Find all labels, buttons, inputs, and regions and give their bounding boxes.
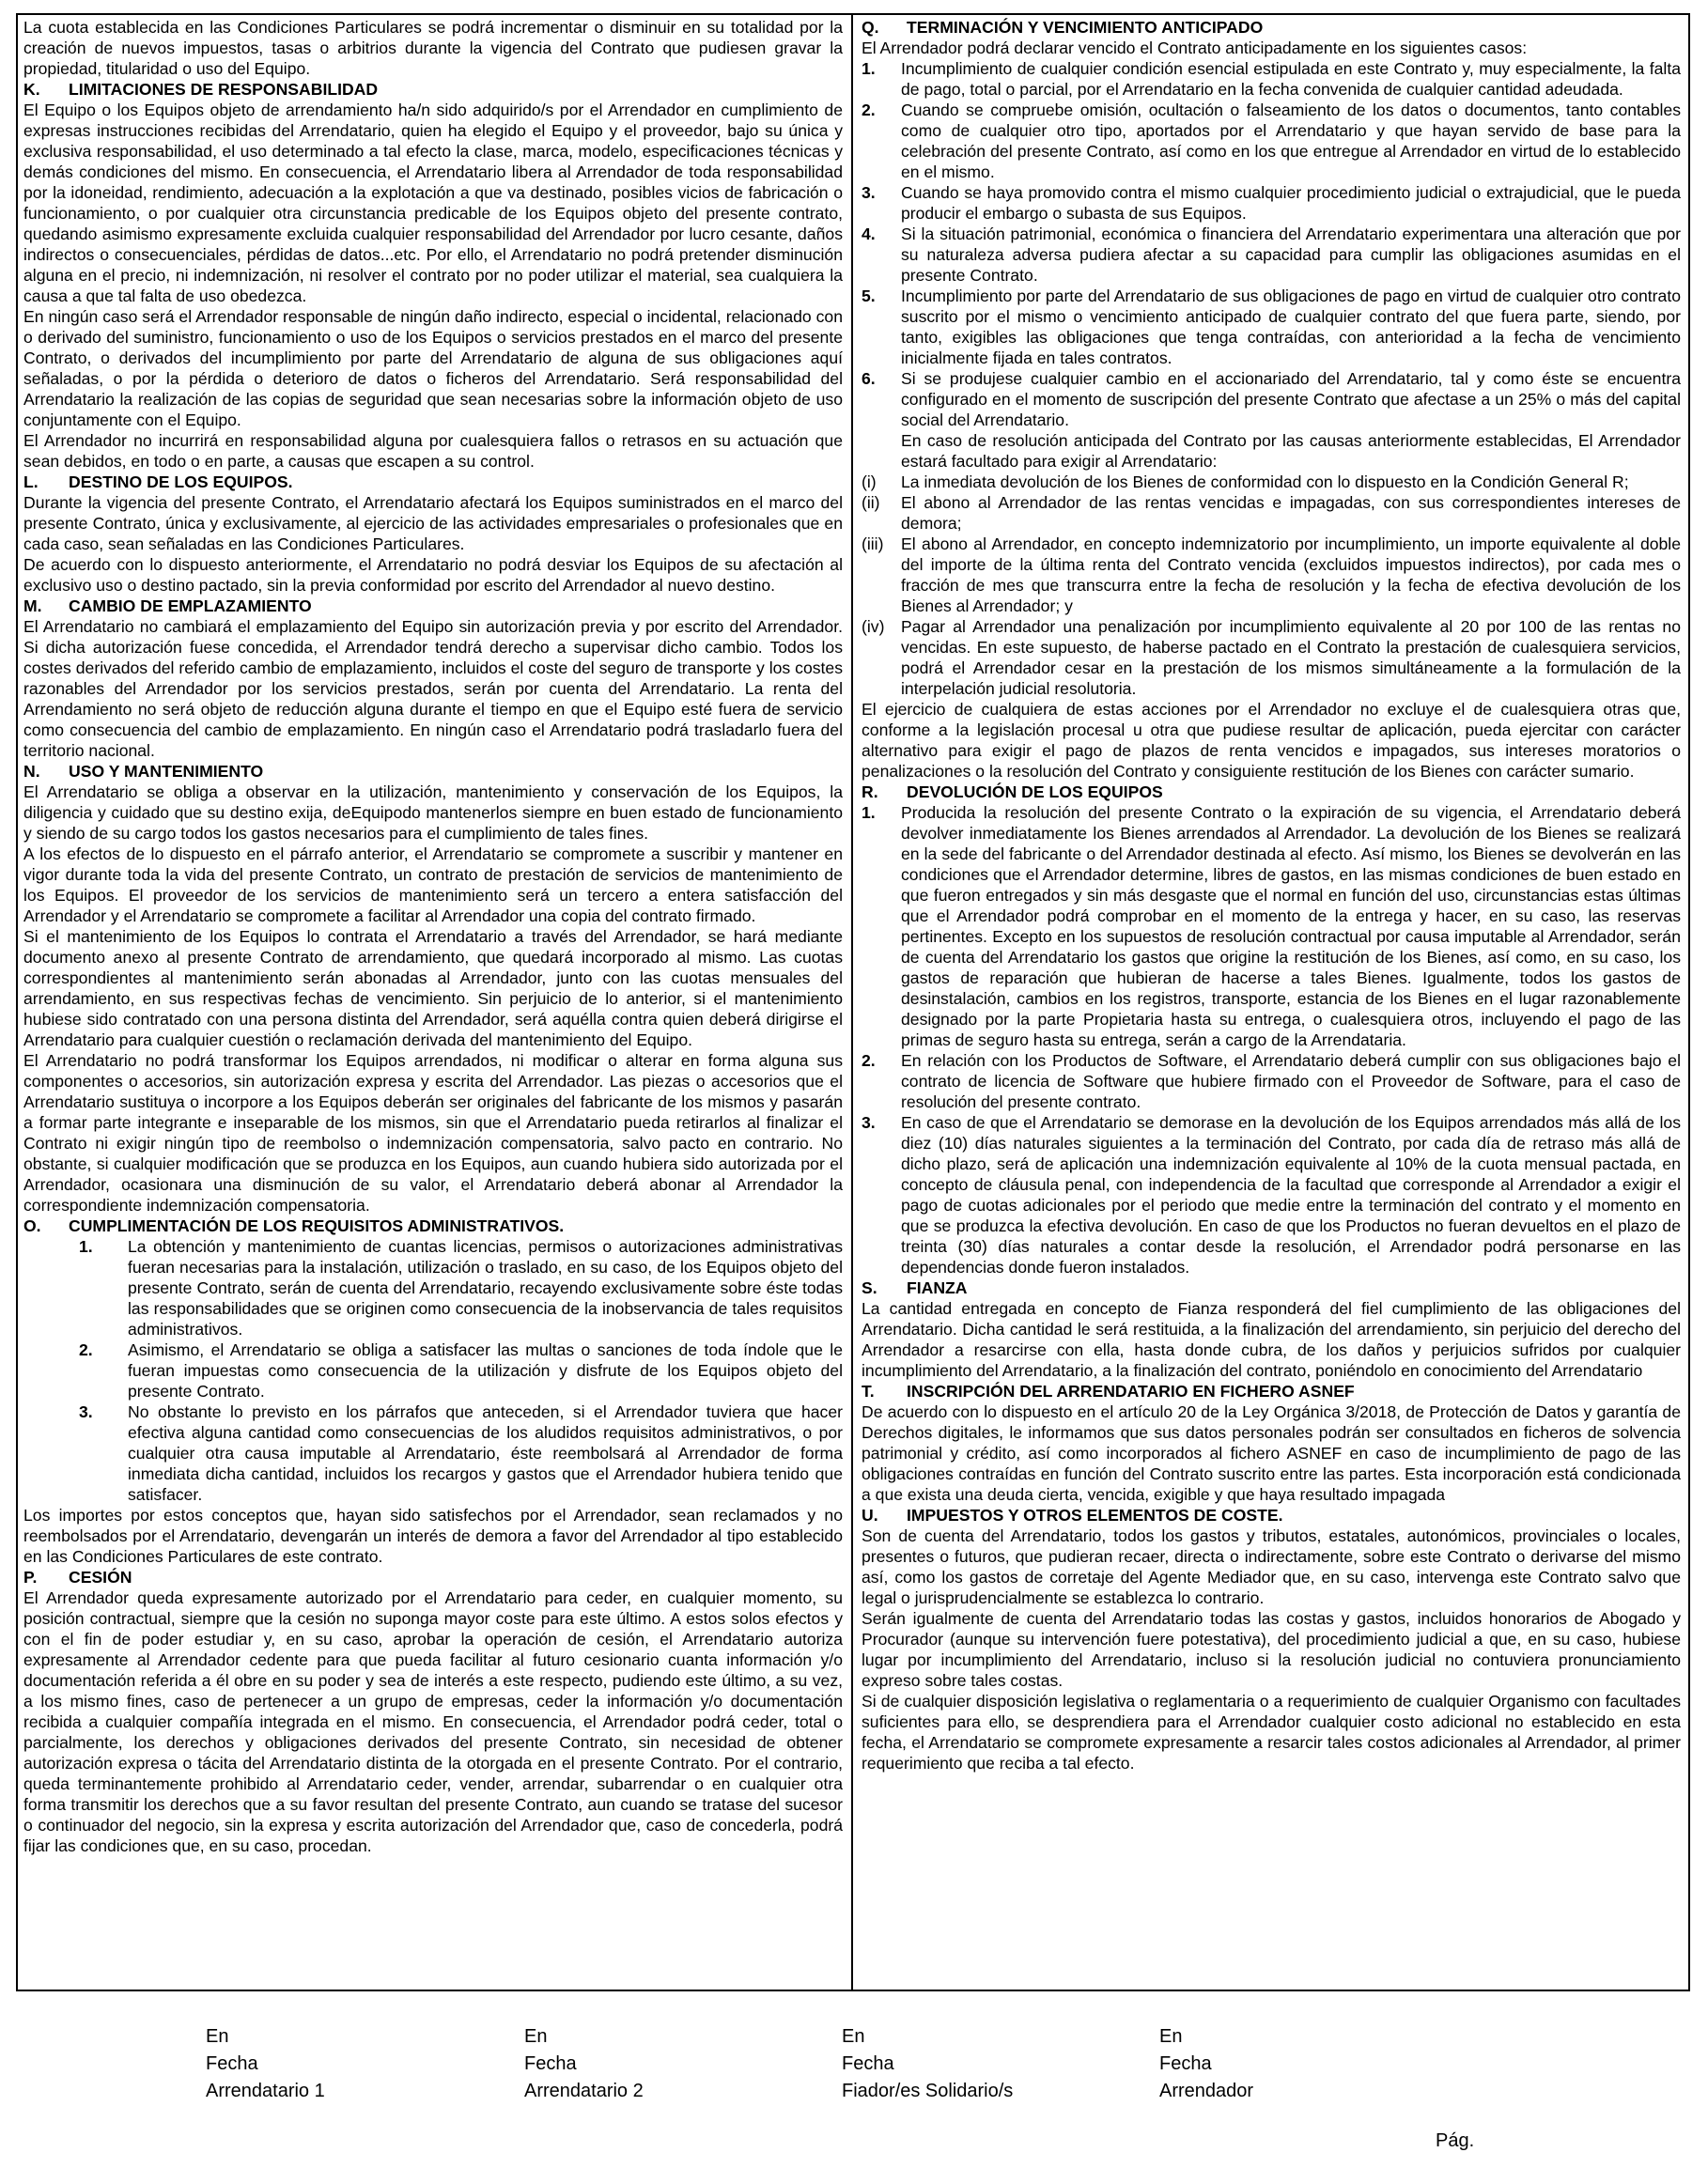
- signature-role: Arrendatario 1: [206, 2081, 325, 2101]
- signature-date: Fecha: [1159, 2053, 1212, 2074]
- section-n-paragraph: El Arrendatario se obliga a observar en la utilización, mantenimiento y conservación de los Equipos, la diligencia y cuidado que su destino exija, deEquipodo mantenerlos siempre en buen estado de funcionamiento y siendo de su cargo todos los gastos necesarios para el cumplimiento de tales fines.: [23, 782, 843, 843]
- roman-item: (ii) El abono al Arrendador de las rentas vencidas e impagadas, con sus correspondientes intereses de demora;: [862, 493, 1681, 533]
- intro-paragraph: La cuota establecida en las Condiciones Particulares se podrá incrementar o disminuir en su totalidad por la creación de nuevos impuestos, tasas o arbitrios durante la vigencia del Contrato que pudiesen gravar la propiedad, titularidad o uso del Equipo.: [23, 18, 843, 78]
- section-o-heading: O. CUMPLIMENTACIÓN DE LOS REQUISITOS ADMINISTRATIVOS.: [23, 1216, 565, 1235]
- signature-block-arrendatario-2: [524, 2023, 644, 2105]
- section-p-paragraph: El Arrendador queda expresamente autorizado por el Arrendatario para ceder, en cualquier momento, su posición contractual, siempre que la cesión no suponga mayor coste para este último. A estos solos efectos y con el fin de poder estudiar y, en su caso, aprobar la operación de cesión, el Arrendatario autoriza expresamente al Arrendador cedente para que pueda facilitar al futuro cesionario cuanta información y/o documentación referida a él obre en su poder y sea de interés a este respecto, pudiendo este último, a su vez, a los mismo fines, caso de pertenecer a un grupo de empresas, ceder la información y/o documentación recibida a cualquier compañía integrada en el mismo. En consecuencia, el Arrendador podrá ceder, total o parcialmente, los derechos y obligaciones derivados del presente Contrato, sin necesidad de obtener autorización expresa o tácita del Arrendatario distinta de la otorgada en el presente Contrato. Por el contrario, queda terminantemente prohibido al Arrendatario ceder, vender, arrendar, subarrendar o en cualquier otra forma transmitir los derechos que a su favor resultan del presente Contrato, aun cuando se tratase del sucesor o continuador del negocio, sin la expresa y escrita autorización del Arrendador que, caso de concederla, podrá fijar las condiciones que, en su caso, procedan.: [23, 1588, 843, 1855]
- list-item: 2. Asimismo, el Arrendatario se obliga a satisfacer las multas o sanciones de toda índole que le fueran impuestas como consecuencia de la utilización y disfrute de los Equipos objeto del presente Contrato.: [79, 1340, 843, 1401]
- section-r-heading: R. DEVOLUCIÓN DE LOS EQUIPOS: [862, 782, 1163, 801]
- section-m-paragraph: El Arrendatario no cambiará el emplazamiento del Equipo sin autorización previa y por escrito del Arrendador. Si dicha autorización fuese concedida, el Arrendador tendrá derecho a supervisar dicho cambio. Todos los costes derivados del referido cambio de emplazamiento, incluidos el coste del seguro de transporte y los costes razonables del Arrendador por los servicios prestados, serán por cuenta del Arrendatario. La renta del Arrendamiento no será objeto de reducción alguna durante el tiempo en que el Equipo esté fuera de servicio como consecuencia del cambio de emplazamiento. En ningún caso el Arrendatario podrá trasladarlo fuera del territorio nacional.: [23, 617, 843, 760]
- signature-place: En: [1159, 2026, 1183, 2047]
- signature-place: En: [206, 2026, 229, 2047]
- section-s-paragraph: La cantidad entregada en concepto de Fianza responderá del fiel cumplimiento de las obligaciones del Arrendatario. Dicha cantidad le será restituida, a la finalización del arrendamiento, sin perjuicio del derecho del Arrendador a resarcirse con ella, hasta donde cubra, de los daños y perjuicios sufridos por cualquier incumplimiento del Arrendatario, a la finalización del contrato, poniéndolo en conocimiento del Arrendatario: [862, 1299, 1681, 1380]
- section-t-paragraph: De acuerdo con lo dispuesto en el artículo 20 de la Ley Orgánica 3/2018, de Protección de Datos y garantía de Derechos digitales, le informamos que sus datos personales podrán ser consultados en ficheros de solvencia patrimonial y crédito, así como incorporados al fichero ASNEF en caso de incumplimiento de pago de las obligaciones contraídas en función del Contrato suscrito entre las partes. Esta incorporación está condicionada a que exista una deuda cierta, vencida, exigible y que haya resultado impagada: [862, 1402, 1681, 1504]
- section-n-paragraph: El Arrendatario no podrá transformar los Equipos arrendados, ni modificar o alterar en forma alguna sus componentes o accesorios, sin autorización expresa y escrita del Arrendador. Las piezas o accesorios que el Arrendatario sustituya o incorpore a los Equipos deberán ser originales del fabricante de los mismos y pasarán a formar parte integrante e inseparable de los mismos, sin que el Arrendatario pueda retirarlos al finalizar el Contrato ni exigir ningún tipo de reembolso o indemnización compensatoria, salvo pacto en contrario. No obstante, si cualquier modificación que se produzca en los Equipos, aun cuando hubiera sido autorizada por el Arrendador, ocasionara una disminución de su valor, el Arrendatario deberá abonar al Arrendador la correspondiente indemnización compensatoria.: [23, 1051, 843, 1215]
- list-item: 2. Cuando se compruebe omisión, ocultación o falseamiento de los datos o documentos, tanto contables como de cualquier otro tipo, aportados por el Arrendatario y que hayan servido de base para la celebración del presente Contrato, así como en los que entregue al Arrendador en virtud de lo establecido en el mismo.: [862, 101, 1681, 181]
- signature-role: Arrendador: [1159, 2081, 1254, 2101]
- section-k-heading: K. LIMITACIONES DE RESPONSABILIDAD: [23, 80, 379, 99]
- signature-role: Arrendatario 2: [524, 2081, 644, 2101]
- left-column: [23, 17, 843, 1986]
- section-u-paragraph: Si de cualquier disposición legislativa o reglamentaria o a requerimiento de cualquier Organismo con facultades suficientes para ello, se desprendiera para el Arrendador cualquier costo adicional no establecido en esta fecha, el Arrendatario se compromete expresamente a resarcir tales costos adicionales al Arrendador, al primer requerimiento que reciba a tal efecto.: [862, 1692, 1681, 1773]
- section-u-heading: U. IMPUESTOS Y OTROS ELEMENTOS DE COSTE.: [862, 1506, 1283, 1525]
- section-p-heading: P. CESIÓN: [23, 1568, 132, 1587]
- list-item: 3. Cuando se haya promovido contra el mismo cualquier procedimiento judicial o extrajudicial, que le pueda producir el embargo o subasta de sus Equipos.: [862, 183, 1681, 223]
- section-l-heading: L. DESTINO DE LOS EQUIPOS.: [23, 472, 293, 491]
- signature-block-arrendatario-1: [206, 2023, 325, 2105]
- list-item: 1. La obtención y mantenimiento de cuantas licencias, permisos o autorizaciones administrativas fueran necesarias para la instalación, utilización o traslado, en su caso, de los Equipos objeto del presente Contrato, serán de cuenta del Arrendatario, recayendo exclusivamente sobre éste todas las responsabilidades que se originen como consecuencia de la inobservancia de tales requisitos administrativos.: [79, 1237, 843, 1339]
- section-l-paragraph: Durante la vigencia del presente Contrato, el Arrendatario afectará los Equipos suministrados en el marco del presente Contrato, única y exclusivamente, al ejercicio de las actividades empresariales o profesionales que en cada caso, sean señaladas en las Condiciones Particulares.: [23, 493, 843, 553]
- list-item: 3. No obstante lo previsto en los párrafos que anteceden, si el Arrendador tuviera que hacer efectiva alguna cantidad como consecuencias de los aludidos requisitos administrativos, o por cualquier otra causa imputable al Arrendatario, éste reembolsará al Arrendador de forma inmediata dicha cantidad, incluidos los recargos y gastos que el Arrendador hubiera tenido que satisfacer.: [79, 1402, 843, 1504]
- roman-item: (iii) El abono al Arrendador, en concepto indemnizatorio por incumplimiento, un importe equivalente al doble del importe de la última renta del Contrato vencida (excluidos impuestos indirectos), por cada mes o fracción de mes que transcurra entre la fecha de resolución y la fecha de efectiva devolución de los Bienes al Arrendador; y: [862, 534, 1681, 615]
- roman-item: (i) La inmediata devolución de los Bienes de conformidad con lo dispuesto en la Condición General R;: [862, 472, 1629, 491]
- section-u-paragraph: Serán igualmente de cuenta del Arrendatario todas las costas y gastos, incluidos honorarios de Abogado y Procurador (aunque su intervención fuere potestativa), del procedimiento judicial a que, en su caso, hubiese lugar por incumplimiento del Arrendatario, incluso si la resolución judicial no contuviera pronunciamiento expreso sobre tales costas.: [862, 1609, 1681, 1690]
- signature-date: Fecha: [842, 2053, 894, 2074]
- roman-item: (iv) Pagar al Arrendador una penalización por incumplimiento equivalente al 20 por 100 de las rentas no vencidas. En este supuesto, de haberse pactado en el Contrato la prestación de cualesquiera servicios, podrá el Arrendador cesar en la prestación de los mismos simultáneamente a la formulación de la interpelación judicial resolutoria.: [862, 617, 1681, 698]
- section-o-paragraph: Los importes por estos conceptos que, hayan sido satisfechos por el Arrendador, sean reclamados y no reembolsados por el Arrendatario, devengarán un interés de demora a favor del Arrendador al tipo establecido en las Condiciones Particulares de este contrato.: [23, 1506, 843, 1566]
- section-q-heading: Q. TERMINACIÓN Y VENCIMIENTO ANTICIPADO: [862, 18, 1264, 37]
- page-number-label: Pág.: [1436, 2130, 1475, 2151]
- section-l-paragraph: De acuerdo con lo dispuesto anteriormente, el Arrendatario no podrá desviar los Equipos de su afectación al exclusivo uso o destino pactado, sin la previa conformidad por escrito del Arrendador al nuevo destino.: [23, 555, 843, 595]
- signature-place: En: [842, 2026, 865, 2047]
- right-column: [862, 17, 1681, 1986]
- signature-block-fiador: [842, 2023, 1013, 2105]
- section-n-heading: N. USO Y MANTENIMIENTO: [23, 762, 264, 781]
- signature-date: Fecha: [206, 2053, 258, 2074]
- column-divider: [851, 13, 853, 1991]
- section-u-paragraph: Son de cuenta del Arrendatario, todos los gastos y tributos, estatales, autonómicos, provinciales o locales, presentes o futuros, que pudieran recaer, directa o indirectamente, sobre este Contrato o derivarse del mismo así, como los gastos de corretaje del Agente Mediador que, en su caso, intervenga este Contrato salvo que legal o jurisprudencialmente se establezca lo contrario.: [862, 1526, 1681, 1607]
- section-k-paragraph: El Arrendador no incurrirá en responsabilidad alguna por cualesquiera fallos o retrasos en su actuación que sean debidos, en todo o en parte, a causas que escapen a su control.: [23, 431, 843, 471]
- section-q-paragraph: El ejercicio de cualquiera de estas acciones por el Arrendador no excluye el de cualesquiera otras que, conforme a la legislación procesal u otra que pudiese resultar de aplicación, pueda ejercitar con carácter alternativo para exigir el pago de plazos de renta vencidos e impagados, sus intereses moratorios o penalizaciones o la resolución del Contrato y consiguiente restitución de los Bienes con carácter sumario.: [862, 700, 1681, 781]
- section-k-paragraph: El Equipo o los Equipos objeto de arrendamiento ha/n sido adquirido/s por el Arrendador en cumplimiento de expresas instrucciones recibidas del Arrendatario, quien ha elegido el Equipo y el proveedor, bajo su única y exclusiva responsabilidad, el uso determinado a tal efecto la clase, marca, modelo, especificaciones técnicas y demás condiciones del mismo. En consecuencia, el Arrendatario libera al Arrendador de toda responsabilidad por la idoneidad, rendimiento, adecuación a la explotación a que va destinado, posibles vicios de fabricación o funcionamiento, o por cualquier otra circunstancia predicable de los Equipos objeto del presente contrato, quedando asimismo expresamente excluida cualquier responsabilidad del Arrendador por lucro cesante, daños indirectos o consecuenciales, pérdidas de datos...etc. Por ello, el Arrendatario no podrá pretender disminución alguna en el precio, ni indemnización, ni resolver el contrato por no poder utilizar el material, sea cualquiera la causa a que tal falta de uso obedezca.: [23, 101, 843, 305]
- section-q-resolution: En caso de resolución anticipada del Contrato por las causas anteriormente establecidas, El Arrendador estará facultado para exigir al Arrendatario:: [901, 431, 1681, 471]
- section-t-heading: T. INSCRIPCIÓN DEL ARRENDATARIO EN FICHERO ASNEF: [862, 1382, 1355, 1401]
- list-item: 1. Producida la resolución del presente Contrato o la expiración de su vigencia, el Arrendatario deberá devolver inmediatamente los Bienes arrendados al Arrendador. La devolución de los Bienes se realizará en la sede del fabricante o del Arrendador destinada al efecto. Así mismo, los Bienes se devolverán en las condiciones que el Arrendador determine, libres de gastos, en las mismas condiciones de buen estado en que fueron entregados y sin más desgaste que el normal en función del uso, circunstancias estas últimas que el Arrendador podrá comprobar en el momento de la entrega y hacer, en su caso, las reservas pertinentes. Excepto en los supuestos de resolución contractual por causa imputable al Arrendador, serán de cuenta del Arrendatario los gastos que origine la restitución de los Bienes, así como, en su caso, los gastos de reparación que hubieran de hacerse a tales Bienes. Igualmente, todos los gastos de desinstalación, cambios en los registros, transporte, estancia de los Bienes en el lugar razonablemente designado por la parte Propietaria hasta su entrega, o cualesquiera otros, incluyendo el pago de las primas de seguro hasta su entrega, serán a cargo de la Arrendataria.: [862, 803, 1681, 1049]
- section-n-paragraph: Si el mantenimiento de los Equipos lo contrata el Arrendatario a través del Arrendador, se hará mediante documento anexo al presente Contrato de arrendamiento, que quedará incorporado al mismo. Las cuotas correspondientes al mantenimiento serán abonadas al Arrendador, junto con las cuotas mensuales del arrendamiento, en sus respectivas fechas de vencimiento. Sin perjuicio de lo anterior, si el mantenimiento hubiese sido contratado con una persona distinta del Arrendador, será aquélla contra quien deberá dirigirse el Arrendatario para cualquier cuestión o reclamación derivada del mantenimiento del Equipo.: [23, 927, 843, 1049]
- section-n-paragraph: A los efectos de lo dispuesto en el párrafo anterior, el Arrendatario se compromete a suscribir y mantener en vigor durante toda la vida del presente Contrato, un contrato de prestación de servicios de mantenimiento de los Equipos. El proveedor de los servicios de mantenimiento será un tercero a entera satisfacción del Arrendador y el Arrendatario se compromete a facilitar al Arrendador una copia del contrato firmado.: [23, 844, 843, 925]
- list-item: 3. En caso de que el Arrendatario se demorase en la devolución de los Equipos arrendados más allá de los diez (10) días naturales siguientes a la terminación del Contrato, por cada día de retraso más allá de dicho plazo, será de aplicación una indemnización equivalente al 10% de la cuota mensual pactada, en concepto de cláusula penal, con independencia de la facultad que corresponde al Arrendador a exigir el pago de cuotas adicionales por el periodo que medie entre la terminación del contrato y el momento en que se produzca la efectiva devolución. En caso de que los Productos no fueran devueltos en el plazo de treinta (30) días naturales a contar desde la resolución, el Arrendador podrá personarse en las dependencias donde fueron instalados.: [862, 1113, 1681, 1277]
- section-s-heading: S. FIANZA: [862, 1278, 968, 1297]
- list-item: 1. Incumplimiento de cualquier condición esencial estipulada en este Contrato y, muy especialmente, la falta de pago, total o parcial, por el Arrendatario en la fecha convenida de cualquier cantidad adeudada.: [862, 59, 1681, 99]
- signature-date: Fecha: [524, 2053, 577, 2074]
- section-k-paragraph: En ningún caso será el Arrendador responsable de ningún daño indirecto, especial o incidental, relacionado con o derivado del suministro, funcionamiento o uso de los Equipos o servicios prestados en el marco del presente Contrato, o derivados del incumplimiento por parte del Arrendatario de alguna de sus obligaciones aquí señaladas, o por la pérdida o deterioro de datos o ficheros del Arrendatario. Será responsabilidad del Arrendatario la realización de las copias de seguridad que sean necesarias sobre la información objeto de uso conjuntamente con el Equipo.: [23, 307, 843, 429]
- list-item: 5. Incumplimiento por parte del Arrendatario de sus obligaciones de pago en virtud de cualquier otro contrato suscrito por el mismo o vencimiento anticipado de cualquier contrato del que fuera parte, siendo, por tanto, exigibles las obligaciones que tenga contraídas, con anterioridad a la fecha de vencimiento inicialmente fijada en tales contratos.: [862, 286, 1681, 367]
- list-item: 6. Si se produjese cualquier cambio en el accionariado del Arrendatario, tal y como éste se encuentra configurado en el momento de suscripción del presente Contrato que afectase a un 25% o más del capital social del Arrendatario.: [862, 369, 1681, 429]
- signature-block-arrendador: [1159, 2023, 1253, 2105]
- section-m-heading: M. CAMBIO DE EMPLAZAMIENTO: [23, 596, 312, 615]
- section-q-intro: El Arrendador podrá declarar vencido el Contrato anticipadamente en los siguientes casos:: [862, 39, 1528, 57]
- list-item: 2. En relación con los Productos de Software, el Arrendatario deberá cumplir con sus obligaciones bajo el contrato de licencia de Software que hubiere firmado con el Proveedor de Software, para el caso de resolución del presente contrato.: [862, 1051, 1681, 1111]
- list-item: 4. Si la situación patrimonial, económica o financiera del Arrendatario experimentara una alteración que por su naturaleza adversa pudiera afectar a su capacidad para cumplir las obligaciones asumidas en el presente Contrato.: [862, 225, 1681, 285]
- signature-place: En: [524, 2026, 548, 2047]
- signature-role: Fiador/es Solidario/s: [842, 2081, 1014, 2101]
